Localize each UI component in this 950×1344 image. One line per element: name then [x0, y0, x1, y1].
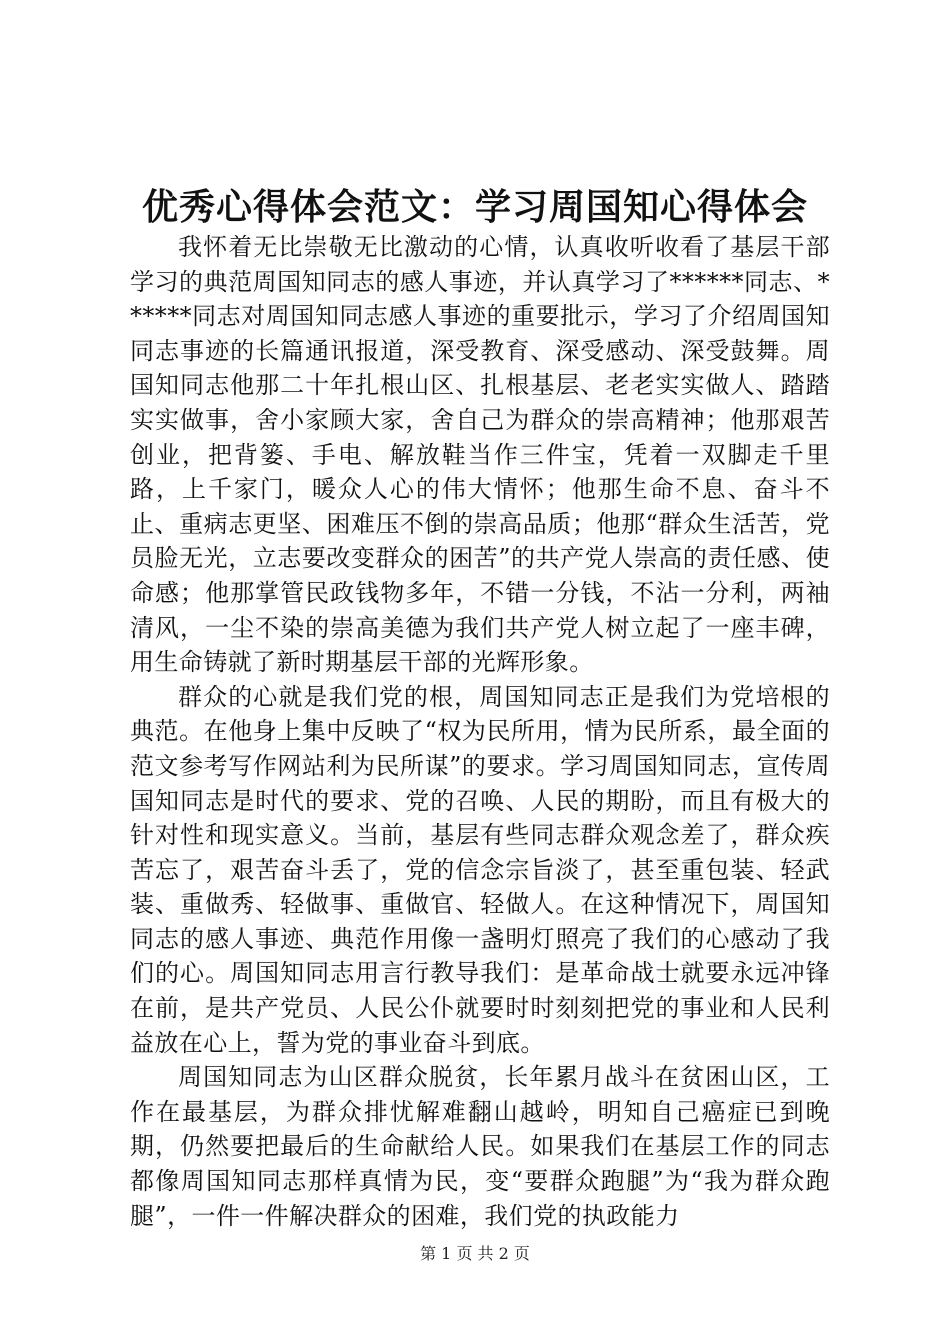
paragraph-3: 周国知同志为山区群众脱贫，长年累月战斗在贫困山区，工作在最基层，为群众排忧解难翻山越岭，明知自己癌症已到晚期，仍然要把最后的生命献给人民。如果我们在基层工作的同志都像周国知同志那样真情为民，变“要群众跑腿”为“我为群众跑腿”，一件一件解决群众的困难，我们党的执政能力 — [130, 1063, 830, 1230]
paragraph-2: 群众的心就是我们党的根，周国知同志正是我们为党培根的典范。在他身上集中反映了“权为民所用，情为民所系，最全面的范文参考写作网站利为民所谋”的要求。学习周国知同志，宣传周国知同志是时代的要求、党的召唤、人民的期盼，而且有极大的针对性和现实意义。当前，基层有些同志群众观念差了，群众疾苦忘了，艰苦奋斗丢了，党的信念宗旨淡了，甚至重包装、轻武装、重做秀、轻做事、重做官、轻做人。在这种情况下，周国知同志的感人事迹、典范作用像一盏明灯照亮了我们的心感动了我们的心。周国知同志用言行教导我们：是革命战士就要永远冲锋在前，是共产党员、人民公仆就要时时刻刻把党的事业和人民利益放在心上，誓为党的事业奋斗到底。 — [130, 682, 830, 1057]
document-title: 优秀心得体会范文：学习周国知心得体会 — [141, 186, 808, 228]
page-number-footer: 第 1 页 共 2 页 — [420, 1244, 530, 1263]
document-body — [130, 230, 830, 1233]
paragraph-1: 我怀着无比崇敬无比激动的心情，认真收听收看了基层干部学习的典范周国知同志的感人事迹，并认真学习了******同志、******同志对周国知同志感人事迹的重要批示，学习了介绍周国知同志事迹的长篇通讯报道，深受教育、深受感动、深受鼓舞。周国知同志他那二十年扎根山区、扎根基层、老老实实做人、踏踏实实做事，舍小家顾大家，舍自己为群众的崇高精神；他那艰苦创业，把背篓、手电、解放鞋当作三件宝，凭着一双脚走千里路，上千家门，暖众人心的伟大情怀；他那生命不息、奋斗不止、重病志更坚、困难压不倒的崇高品质；他那“群众生活苦，党员脸无光，立志要改变群众的困苦”的共产党人崇高的责任感、使命感；他那掌管民政钱物多年，不错一分钱，不沾一分利，两袖清风，一尘不染的崇高美德为我们共产党人树立起了一座丰碑，用生命铸就了新时期基层干部的光辉形象。 — [130, 233, 830, 677]
